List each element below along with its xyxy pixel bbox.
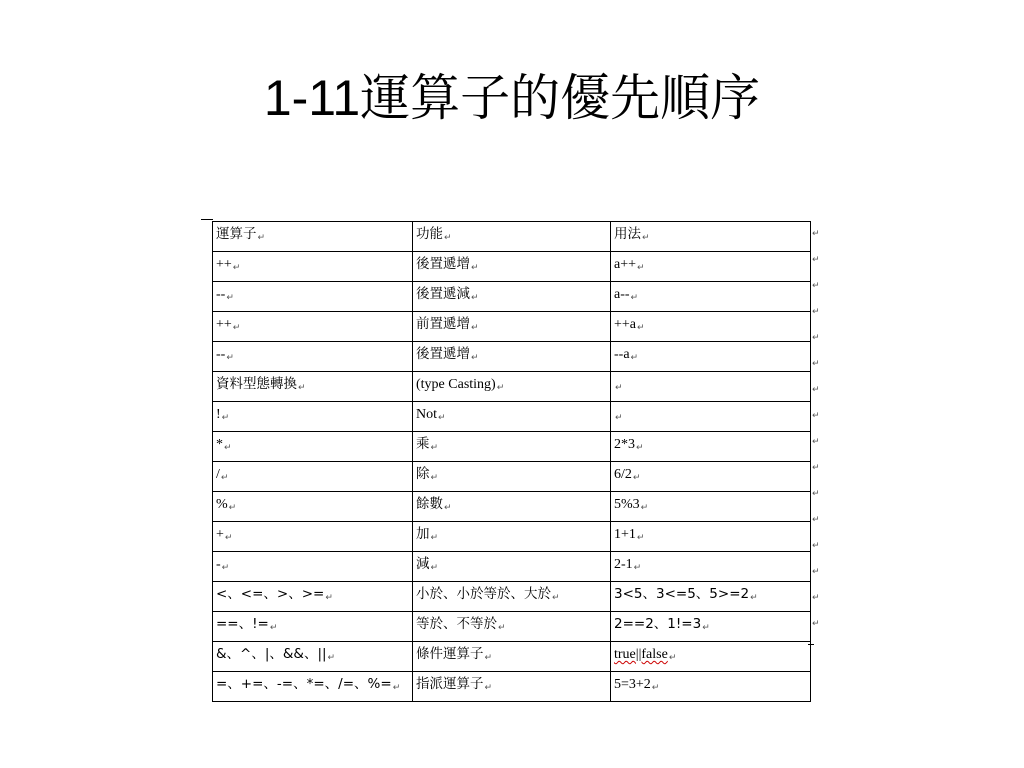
cell-text: 5%3 (614, 497, 640, 512)
paragraph-mark-icon: ↵ (498, 623, 506, 633)
function-cell (413, 522, 611, 552)
function-cell (413, 252, 611, 282)
table-row (213, 252, 811, 282)
cell-text: =、+=、-=、*=、/=、%= (216, 676, 392, 692)
cell-text: ==、!= (216, 616, 269, 632)
usage-cell (611, 492, 811, 522)
table-row (213, 672, 811, 702)
cell-text: 2*3 (614, 437, 635, 452)
cell-text: % (216, 497, 228, 512)
usage-cell (611, 402, 811, 432)
function-cell (413, 462, 611, 492)
row-end-mark-icon: ↵ (812, 541, 820, 551)
cell-text: 指派運算子 (416, 676, 484, 692)
table-corner-mark (201, 219, 213, 220)
paragraph-mark-icon: ↵ (750, 593, 758, 603)
table-row (213, 582, 811, 612)
operator-cell (213, 402, 413, 432)
paragraph-mark-icon: ↵ (484, 653, 493, 663)
row-end-mark-icon: ↵ (812, 255, 820, 265)
table-header-cell (413, 222, 611, 252)
cell-text: 運算子 (216, 226, 257, 242)
table-row (213, 612, 811, 642)
paragraph-mark-icon: ↵ (232, 323, 241, 333)
row-end-mark-icon: ↵ (812, 359, 820, 369)
function-cell (413, 552, 611, 582)
table-row (213, 372, 811, 402)
cell-text: 3<5、3<=5、5>=2 (614, 586, 750, 602)
table-header-row (213, 222, 811, 252)
function-cell (413, 432, 611, 462)
row-end-mark-icon: ↵ (812, 385, 820, 395)
paragraph-mark-icon: ↵ (269, 623, 278, 633)
function-cell (413, 402, 611, 432)
cell-text: + (216, 527, 224, 542)
paragraph-mark-icon: ↵ (640, 503, 649, 513)
row-end-mark-icon: ↵ (812, 489, 820, 499)
paragraph-mark-icon: ↵ (630, 353, 639, 363)
usage-cell (611, 582, 811, 612)
function-cell (413, 492, 611, 522)
table-row (213, 522, 811, 552)
usage-cell (611, 282, 811, 312)
paragraph-mark-icon: ↵ (636, 443, 644, 453)
paragraph-mark-icon: ↵ (637, 263, 645, 273)
paragraph-mark-icon: ↵ (615, 413, 623, 423)
table-row (213, 492, 811, 522)
function-cell (413, 642, 611, 672)
table-row (213, 342, 811, 372)
cell-text: 1+1 (614, 527, 636, 542)
paragraph-mark-icon: ↵ (702, 623, 710, 633)
slide-title: 1-11運算子的優先順序 (263, 70, 761, 126)
cell-text: true||false (614, 647, 668, 662)
paragraph-mark-icon: ↵ (471, 293, 479, 303)
cell-text: (type Casting) (416, 377, 496, 392)
row-end-mark-icon: ↵ (812, 515, 820, 525)
usage-cell (611, 522, 811, 552)
paragraph-mark-icon: ↵ (552, 593, 560, 603)
paragraph-mark-icon: ↵ (430, 443, 439, 453)
paragraph-mark-icon: ↵ (636, 533, 645, 543)
paragraph-mark-icon: ↵ (444, 503, 452, 513)
paragraph-mark-icon: ↵ (615, 383, 623, 393)
usage-cell (611, 552, 811, 582)
paragraph-mark-icon: ↵ (637, 323, 645, 333)
cell-text: -- (216, 287, 226, 302)
operator-cell (213, 552, 413, 582)
operator-cell (213, 432, 413, 462)
paragraph-mark-icon: ↵ (471, 263, 479, 273)
paragraph-mark-icon: ↵ (221, 563, 230, 573)
paragraph-mark-icon: ↵ (496, 383, 505, 393)
function-cell (413, 672, 611, 702)
operator-cell (213, 282, 413, 312)
row-end-mark-icon: ↵ (812, 463, 820, 473)
cell-text: &、^、|、&&、|| (216, 646, 327, 662)
table-row (213, 462, 811, 492)
usage-cell (611, 432, 811, 462)
paragraph-mark-icon: ↵ (232, 263, 241, 273)
cell-text: 2==2、1!=3 (614, 616, 702, 632)
row-end-mark-icon: ↵ (812, 567, 820, 577)
paragraph-mark-icon: ↵ (484, 683, 493, 693)
cell-text: 前置遞增 (416, 316, 470, 332)
row-end-mark-icon: ↵ (812, 411, 820, 421)
paragraph-mark-icon: ↵ (430, 533, 439, 543)
usage-cell (611, 612, 811, 642)
cell-text: 等於、不等於 (416, 616, 497, 632)
paragraph-mark-icon: ↵ (430, 563, 439, 573)
cell-text: 功能 (416, 226, 443, 242)
cell-text: 除 (416, 466, 430, 482)
cell-text: / (216, 467, 220, 482)
function-cell (413, 282, 611, 312)
cell-text: ++a (614, 317, 637, 332)
table-row (213, 402, 811, 432)
table-header-cell (213, 222, 413, 252)
cell-text: 條件運算子 (416, 646, 484, 662)
operator-cell (213, 342, 413, 372)
operator-cell (213, 252, 413, 282)
function-cell (413, 312, 611, 342)
usage-cell (611, 342, 811, 372)
paragraph-mark-icon: ↵ (668, 653, 677, 663)
cell-text: 2-1 (614, 557, 633, 572)
cell-text: ++ (216, 317, 232, 332)
paragraph-mark-icon: ↵ (228, 503, 237, 513)
paragraph-mark-icon: ↵ (226, 293, 234, 303)
operator-cell (213, 642, 413, 672)
cell-text: 資料型態轉換 (216, 376, 297, 392)
paragraph-mark-icon: ↵ (633, 563, 642, 573)
function-cell (413, 342, 611, 372)
table-row (213, 282, 811, 312)
cell-text: <、<=、>、>= (216, 586, 325, 602)
usage-cell (611, 462, 811, 492)
cell-text: 後置遞增 (416, 346, 470, 362)
operator-cell (213, 372, 413, 402)
cell-text: 小於、小於等於、大於 (416, 586, 551, 602)
usage-cell (611, 252, 811, 282)
usage-cell (611, 312, 811, 342)
cell-text: 加 (416, 526, 430, 542)
cell-text: 用法 (614, 226, 641, 242)
paragraph-mark-icon: ↵ (471, 353, 479, 363)
paragraph-mark-icon: ↵ (444, 233, 452, 243)
table-row (213, 552, 811, 582)
paragraph-mark-icon: ↵ (257, 233, 266, 243)
row-end-mark-icon: ↵ (812, 619, 820, 629)
cell-text: a-- (614, 287, 630, 302)
cell-text: a++ (614, 257, 637, 272)
cell-text: 減 (416, 556, 430, 572)
cell-text: --a (614, 347, 630, 362)
paragraph-mark-icon: ↵ (298, 383, 306, 393)
row-end-mark-icon: ↵ (812, 333, 820, 343)
function-cell (413, 582, 611, 612)
operator-cell (213, 612, 413, 642)
cell-text: 後置遞增 (416, 256, 470, 272)
operator-cell (213, 522, 413, 552)
cell-text: ++ (216, 257, 232, 272)
paragraph-mark-icon: ↵ (224, 443, 232, 453)
table-row (213, 642, 811, 672)
paragraph-mark-icon: ↵ (392, 683, 401, 693)
usage-cell (611, 672, 811, 702)
cell-text: ! (216, 407, 221, 422)
paragraph-mark-icon: ↵ (221, 413, 230, 423)
operator-table-container (212, 221, 811, 702)
paragraph-mark-icon: ↵ (630, 293, 639, 303)
cell-text: 後置遞減 (416, 286, 470, 302)
operator-cell (213, 492, 413, 522)
cell-text: - (216, 557, 221, 572)
row-end-mark-icon: ↵ (812, 307, 820, 317)
operator-cell (213, 672, 413, 702)
paragraph-mark-icon: ↵ (226, 353, 234, 363)
operator-cell (213, 462, 413, 492)
paragraph-mark-icon: ↵ (327, 653, 336, 663)
cell-text: 5=3+2 (614, 677, 651, 692)
operator-cell (213, 582, 413, 612)
row-end-mark-icon: ↵ (812, 437, 820, 447)
paragraph-mark-icon: ↵ (220, 473, 229, 483)
usage-cell (611, 642, 811, 672)
operator-cell (213, 312, 413, 342)
usage-cell (611, 372, 811, 402)
paragraph-mark-icon: ↵ (224, 533, 233, 543)
table-foot-mark (808, 644, 814, 645)
cell-text: 餘數 (416, 496, 443, 512)
row-end-mark-icon: ↵ (812, 229, 820, 239)
cell-text: * (216, 437, 223, 452)
table-row (213, 432, 811, 462)
operator-table (212, 221, 811, 702)
paragraph-mark-icon: ↵ (471, 323, 479, 333)
paragraph-mark-icon: ↵ (438, 413, 446, 423)
cell-text: -- (216, 347, 226, 362)
paragraph-mark-icon: ↵ (642, 233, 650, 243)
table-header-cell (611, 222, 811, 252)
cell-text: Not (416, 407, 437, 422)
paragraph-mark-icon: ↵ (325, 593, 333, 603)
paragraph-mark-icon: ↵ (632, 473, 641, 483)
cell-text: 乘 (416, 436, 430, 452)
paragraph-mark-icon: ↵ (651, 683, 660, 693)
paragraph-mark-icon: ↵ (430, 473, 439, 483)
operator-table-body (213, 222, 811, 702)
function-cell (413, 612, 611, 642)
row-end-mark-icon: ↵ (812, 281, 820, 291)
table-row (213, 312, 811, 342)
function-cell (413, 372, 611, 402)
row-end-mark-icon: ↵ (812, 593, 820, 603)
cell-text: 6/2 (614, 467, 632, 482)
